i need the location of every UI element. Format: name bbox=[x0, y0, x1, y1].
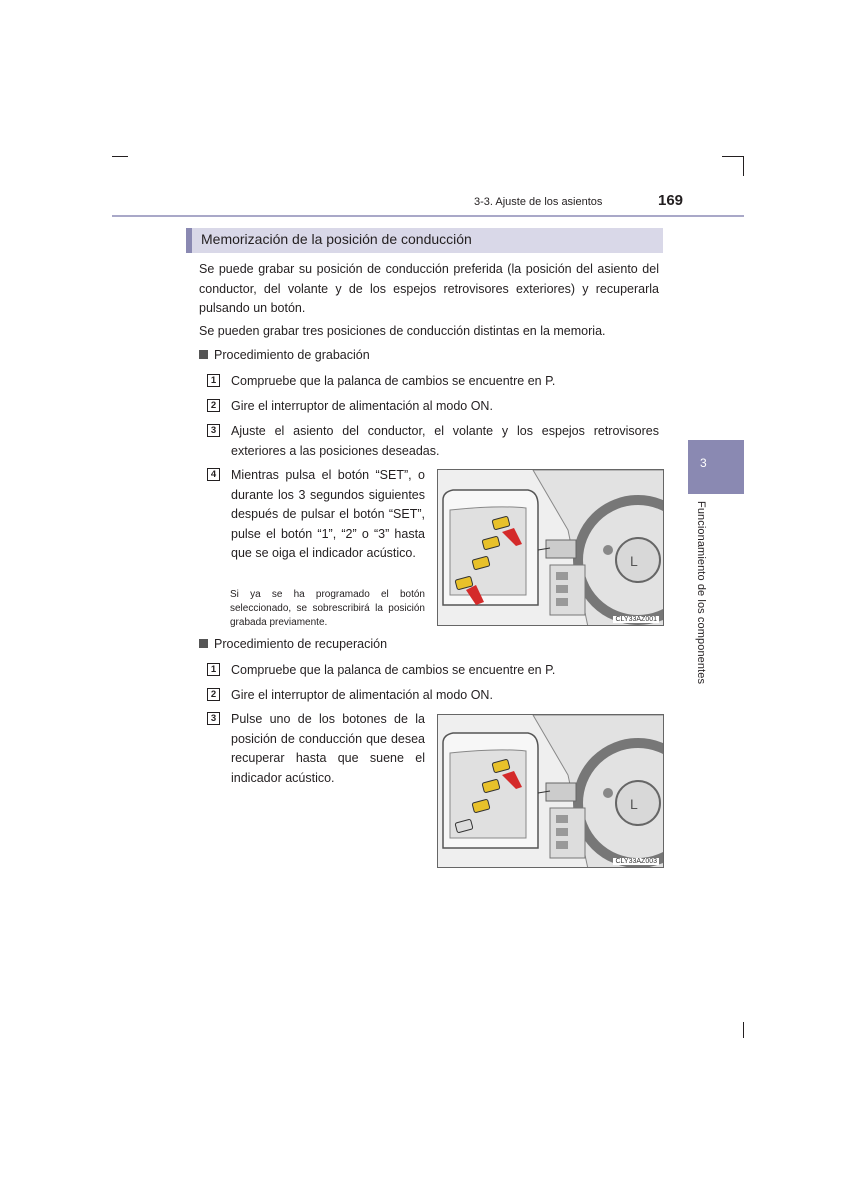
page-number: 169 bbox=[658, 192, 684, 209]
crop-mark bbox=[112, 156, 128, 157]
section-heading-bar bbox=[186, 228, 663, 253]
figure-code: CLY33AZ001 bbox=[615, 616, 657, 623]
step-text: Compruebe que la palanca de cambios se encuentre en P. bbox=[231, 374, 556, 388]
note-text: Si ya se ha programado el botón seleccionado, se sobrescribirá la posición grabada previamente. bbox=[230, 589, 425, 628]
section-path: 3-3. Ajuste de los asientos bbox=[474, 196, 603, 208]
step-number: 1 bbox=[207, 374, 220, 387]
crop-mark bbox=[743, 156, 744, 176]
crop-mark bbox=[722, 156, 744, 157]
svg-text:L: L bbox=[630, 796, 638, 812]
step-text: Pulse uno de los botones de la posición de conducción que desea recuperar hasta que suene el indicador acústico. bbox=[231, 712, 425, 785]
car-interior-illustration bbox=[438, 470, 664, 626]
subsection-title: Procedimiento de recuperación bbox=[214, 637, 388, 651]
step-text: Ajuste el asiento del conductor, el volante y los espejos retrovisores exteriores a las posiciones deseadas. bbox=[231, 424, 659, 458]
step-text: Gire el interruptor de alimentación al modo ON. bbox=[231, 688, 493, 702]
chapter-tab bbox=[688, 440, 744, 494]
subsection-recall bbox=[199, 637, 387, 651]
step-number: 3 bbox=[207, 424, 220, 437]
memory-buttons-illustration bbox=[437, 714, 664, 868]
svg-text:L: L bbox=[630, 553, 638, 569]
step-number: 2 bbox=[207, 688, 220, 701]
car-interior-illustration bbox=[438, 715, 664, 868]
section-heading: Memorización de la posición de conducción bbox=[201, 231, 472, 247]
subsection-title: Procedimiento de grabación bbox=[214, 348, 370, 362]
memory-buttons-illustration bbox=[437, 469, 664, 626]
intro-paragraph: Se pueden grabar tres posiciones de conducción distintas en la memoria. bbox=[199, 324, 606, 338]
chapter-number: 3 bbox=[700, 456, 707, 470]
intro-paragraph: Se puede grabar su posición de conducción preferida (la posición del asiento del conductor, del volante y de los espejos retrovisores exteriores) y recuperarla pulsando un botón. bbox=[199, 262, 659, 315]
step-number: 1 bbox=[207, 663, 220, 676]
chapter-title: Funcionamiento de los componentes bbox=[695, 501, 707, 685]
step-number: 4 bbox=[207, 468, 220, 481]
figure-code: CLY33AZ003 bbox=[615, 858, 657, 865]
subsection-recording bbox=[199, 348, 370, 362]
step-text: Mientras pulsa el botón “SET”, o durante los 3 segundos siguientes después de pulsar el botón “SET”, pulse el botón “1”, “2” o “3” hasta que se oiga el indicador acústico. bbox=[231, 468, 425, 560]
bullet-square-icon bbox=[199, 350, 208, 359]
step-number: 2 bbox=[207, 399, 220, 412]
step-text: Compruebe que la palanca de cambios se encuentre en P. bbox=[231, 663, 556, 677]
crop-mark bbox=[743, 1022, 744, 1038]
header-divider bbox=[112, 215, 744, 217]
bullet-square-icon bbox=[199, 639, 208, 648]
step-number: 3 bbox=[207, 712, 220, 725]
step-text: Gire el interruptor de alimentación al modo ON. bbox=[231, 399, 493, 413]
